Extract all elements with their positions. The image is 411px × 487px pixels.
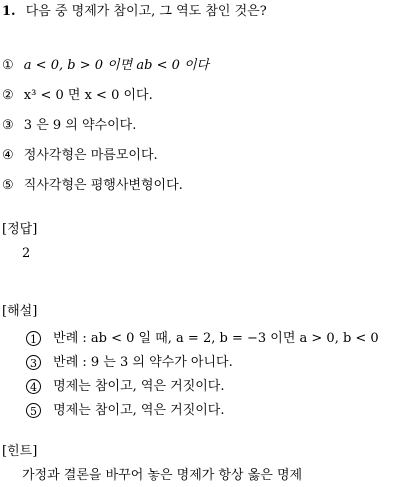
explanation-text: 명제는 참이고, 역은 거짓이다. — [53, 379, 225, 394]
hint-text: 가정과 결론을 바꾸어 놓은 명제가 항상 옳은 명제 — [22, 468, 303, 483]
explanation-mark: 1 — [26, 331, 41, 346]
question — [2, 4, 267, 20]
explanation-item-4 — [26, 403, 225, 419]
answer-value: 2 — [22, 246, 31, 261]
option-5 — [2, 178, 183, 194]
option-1 — [2, 58, 209, 74]
explanation-mark: 5 — [26, 403, 41, 418]
hint-label: [힌트] — [2, 444, 38, 459]
option-text: a < 0, b > 0 이면 ab < 0 이다 — [23, 58, 210, 73]
option-text: 정사각형은 마름모이다. — [23, 148, 158, 163]
explanation-text: 반례 : ab < 0 일 때, a = 2, b = −3 이면 a > 0, b < 0 — [53, 331, 379, 346]
option-mark: ④ — [2, 148, 14, 163]
explanation-item-1 — [26, 331, 379, 347]
explanation-text: 반례 : 9 는 3 의 약수가 아니다. — [53, 355, 233, 370]
option-mark: ① — [2, 58, 14, 73]
explanation-item-2 — [26, 355, 233, 371]
explanation-label: [해설] — [2, 304, 38, 319]
option-3 — [2, 118, 136, 134]
option-text: 직사각형은 평행사변형이다. — [23, 178, 183, 193]
question-number: 1. — [2, 4, 16, 19]
option-mark: ⑤ — [2, 178, 14, 193]
option-4 — [2, 148, 158, 164]
explanation-text: 명제는 참이고, 역은 거짓이다. — [53, 403, 225, 418]
option-text: 3 은 9 의 약수이다. — [23, 118, 137, 133]
option-mark: ③ — [2, 118, 14, 133]
option-mark: ② — [2, 88, 14, 103]
explanation-mark: 4 — [26, 379, 41, 394]
option-text: x³ < 0 면 x < 0 이다. — [23, 88, 153, 103]
option-2 — [2, 88, 153, 104]
answer-label: [정답] — [2, 222, 38, 237]
explanation-mark: 3 — [26, 355, 41, 370]
question-text: 다음 중 명제가 참이고, 그 역도 참인 것은? — [25, 4, 267, 19]
explanation-item-3 — [26, 379, 225, 395]
